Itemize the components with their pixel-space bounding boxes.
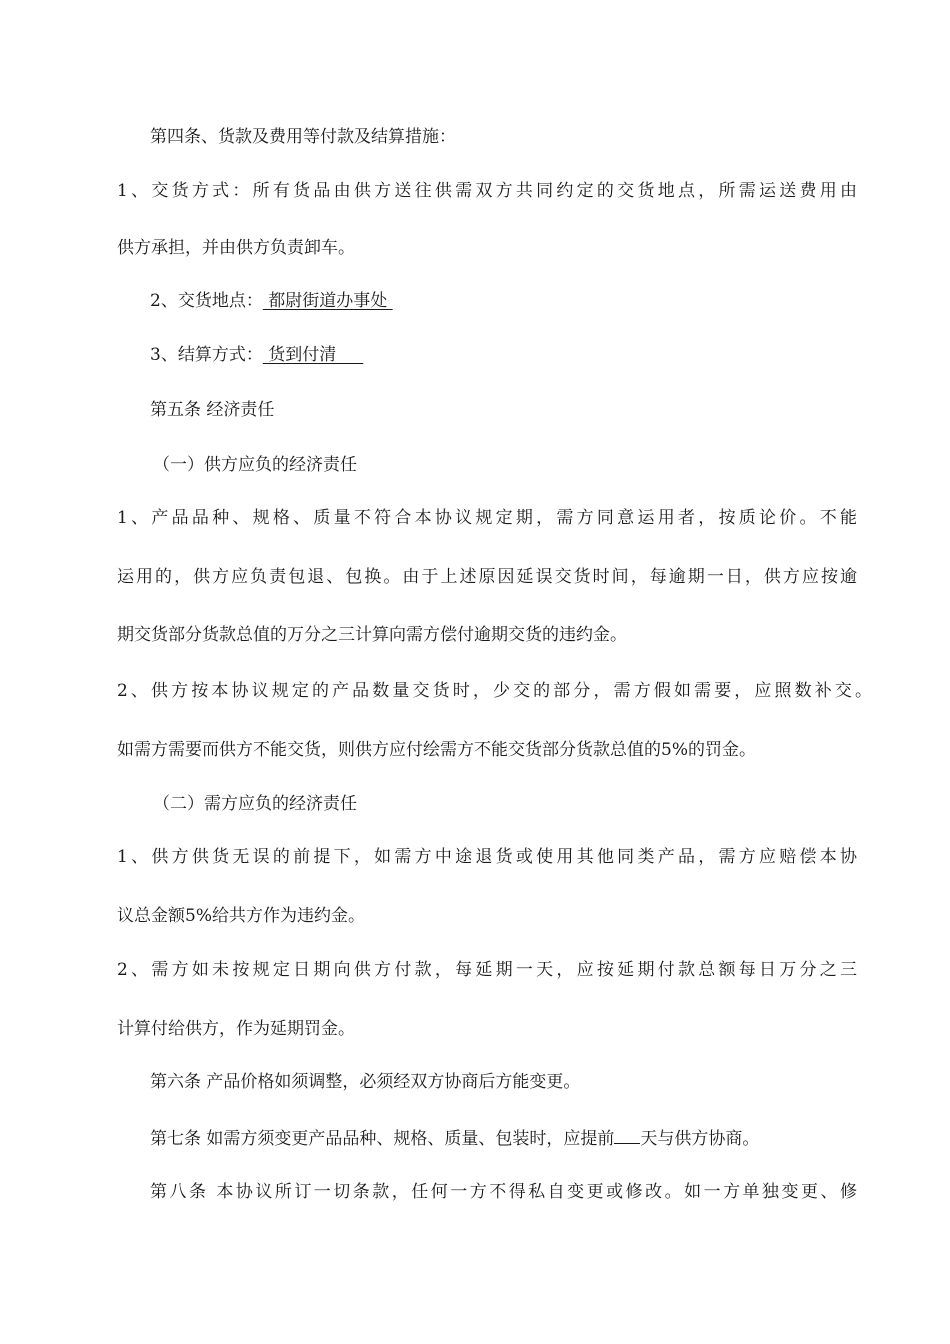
article4-item1-line2: 供方承担，并由供方负责卸车。 <box>117 238 355 258</box>
article7 <box>150 1127 759 1149</box>
sub2-item2-line1: 2、需方如未按规定日期向供方付款，每延期一天，应按延期付款总额每日万分之三 <box>117 960 857 980</box>
article4-item3 <box>150 345 363 365</box>
sub1-item2-line1: 2、供方按本协议规定的产品数量交货时，少交的部分，需方假如需要，应照数补交。 <box>117 681 872 701</box>
article8-line1: 第八条 本协议所订一切条款，任何一方不得私自变更或修改。如一方单独变更、修 <box>150 1182 857 1202</box>
article4-item1-line1: 1、交货方式：所有货品由供方送往供需双方共同约定的交货地点，所需运送费用由 <box>117 181 857 201</box>
item3-label: 3、结算方式： <box>150 345 263 365</box>
sub1-item2-line2: 如需方需要而供方不能交货，则供方应付绘需方不能交货部分货款总值的5%的罚金。 <box>117 740 756 760</box>
article5-title: 第五条 经济责任 <box>150 400 275 420</box>
delivery-location-value: 都尉街道办事处 <box>262 291 393 311</box>
sub1-item1-line2: 运用的，供方应负责包退、包换。由于上述原因延误交货时间，每逾期一日，供方应按逾 <box>117 567 857 587</box>
sub2-item2-line2: 计算付给供方，作为延期罚金。 <box>117 1019 355 1039</box>
article5-sub1-title: （一）供方应负的经济责任 <box>153 455 357 475</box>
sub2-item1-line1: 1、供方供货无误的前提下，如需方中途退货或使用其他同类产品，需方应赔偿本协 <box>117 847 857 867</box>
article7-before: 第七条 如需方须变更产品品种、规格、质量、包装时，应提前 <box>150 1129 615 1149</box>
sub2-item1-line2: 议总金额5%给共方作为违约金。 <box>117 906 365 926</box>
sub1-item1-line3: 期交货部分货款总值的万分之三计算向需方偿付逾期交货的违约金。 <box>117 625 627 645</box>
item2-label: 2、交货地点： <box>150 291 263 311</box>
article5-sub2-title: （二）需方应负的经济责任 <box>153 794 357 814</box>
article4-title: 第四条、货款及费用等付款及结算措施： <box>150 127 456 147</box>
settlement-method-value: 货到付清 <box>262 345 364 365</box>
article4-item2 <box>150 291 393 311</box>
days-blank <box>614 1127 640 1144</box>
article6: 第六条 产品价格如须调整，必须经双方协商后方能变更。 <box>150 1072 581 1092</box>
sub1-item1-line1: 1、产品品种、规格、质量不符合本协议规定期，需方同意运用者，按质论价。不能 <box>117 508 857 528</box>
article7-after: 天与供方协商。 <box>640 1129 760 1149</box>
